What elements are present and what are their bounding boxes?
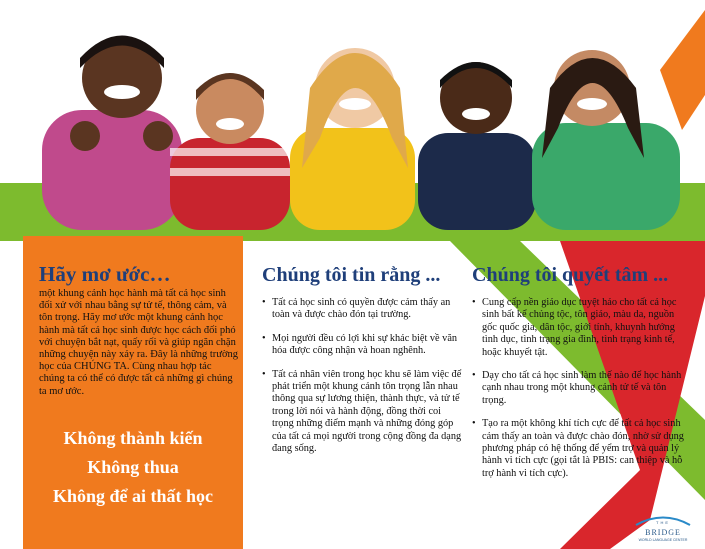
pledge-2: Không thua	[87, 457, 179, 477]
logo-subtitle: WORLD LANGUAGE CENTER	[638, 538, 688, 542]
child-2	[170, 73, 290, 230]
child-1	[42, 36, 182, 231]
dream-title: Hãy mơ ước…	[39, 262, 171, 286]
believe-list	[262, 297, 462, 466]
logo-name: BRIDGE	[645, 528, 681, 537]
list-item: • Cung cấp nền giáo dục tuyệt hảo cho tất cả học sinh bất kể chủng tộc, tôn giáo, màu da, nguồn gốc quốc gia, dân tộc, giới tính, khuynh hướng tình dục, tình trạng gia đình, tình trạng kinh tế, hoặc khuyết tật.	[472, 297, 684, 359]
pledge-1: Không thành kiến	[63, 428, 203, 448]
believe-title: Chúng tôi tin rằng ...	[262, 264, 441, 286]
list-item: • Tất cả học sinh có quyền được cảm thấy an toàn và được chào đón tại trường.	[262, 297, 462, 322]
child-4	[418, 62, 536, 230]
list-item: • Dạy cho tất cả học sinh làm thế nào để học hành cạnh nhau trong một khung cảnh tử tế và tôn trọng.	[472, 370, 684, 407]
dream-body: một khung cảnh học hành mà tất cả học sinh đối xử với nhau bằng sự tử tế, thông cảm, và tôn trọng. Hãy mơ ước một khung cảnh học hành mà tất cả học sinh được học cách đối phó với chuyện bắt nạt, quấy rối và giúp ngăn chặn những chuyện này xảy ra. Đây là những trường học của CHÚNG TA. Cùng nhau hợp tác chúng ta có thể có được tất cả những gì chúng ta mơ ước.	[39, 288, 239, 397]
list-item: • Tạo ra một không khí tích cực để tất cả học sinh cảm thấy an toàn và được chào đón, nhờ sử dụng phương pháp có hệ thống để yểm trợ và quản lý hành vi tích cực (gọi tắt là PBIS: can thiệp và hỗ trợ hành vi tích cực).	[472, 418, 684, 480]
commit-title: Chúng tôi quyết tâm ...	[472, 264, 669, 286]
commit-list	[472, 297, 684, 491]
list-item: • Mọi người đều có lợi khi sự khác biệt về văn hóa được công nhận và hoan nghênh.	[262, 333, 462, 358]
bridge-logo	[628, 514, 698, 546]
logo-the: THE	[656, 520, 670, 525]
child-5	[532, 50, 680, 230]
child-3	[290, 48, 415, 230]
list-item: • Tất cả nhân viên trong học khu sẽ làm việc để phát triển một khung cảnh tôn trọng lẫn nhau thông qua sự lương thiện, thành thực, và tử tế trong lời nói và hành động, đồng thời coi trọng những điểm mạnh và những đóng góp của tất cả mọi người trong cộng đồng đa dạng đang sống.	[262, 369, 462, 456]
pledge-3: Không để ai thất học	[52, 486, 214, 506]
children-photo	[40, 18, 680, 230]
